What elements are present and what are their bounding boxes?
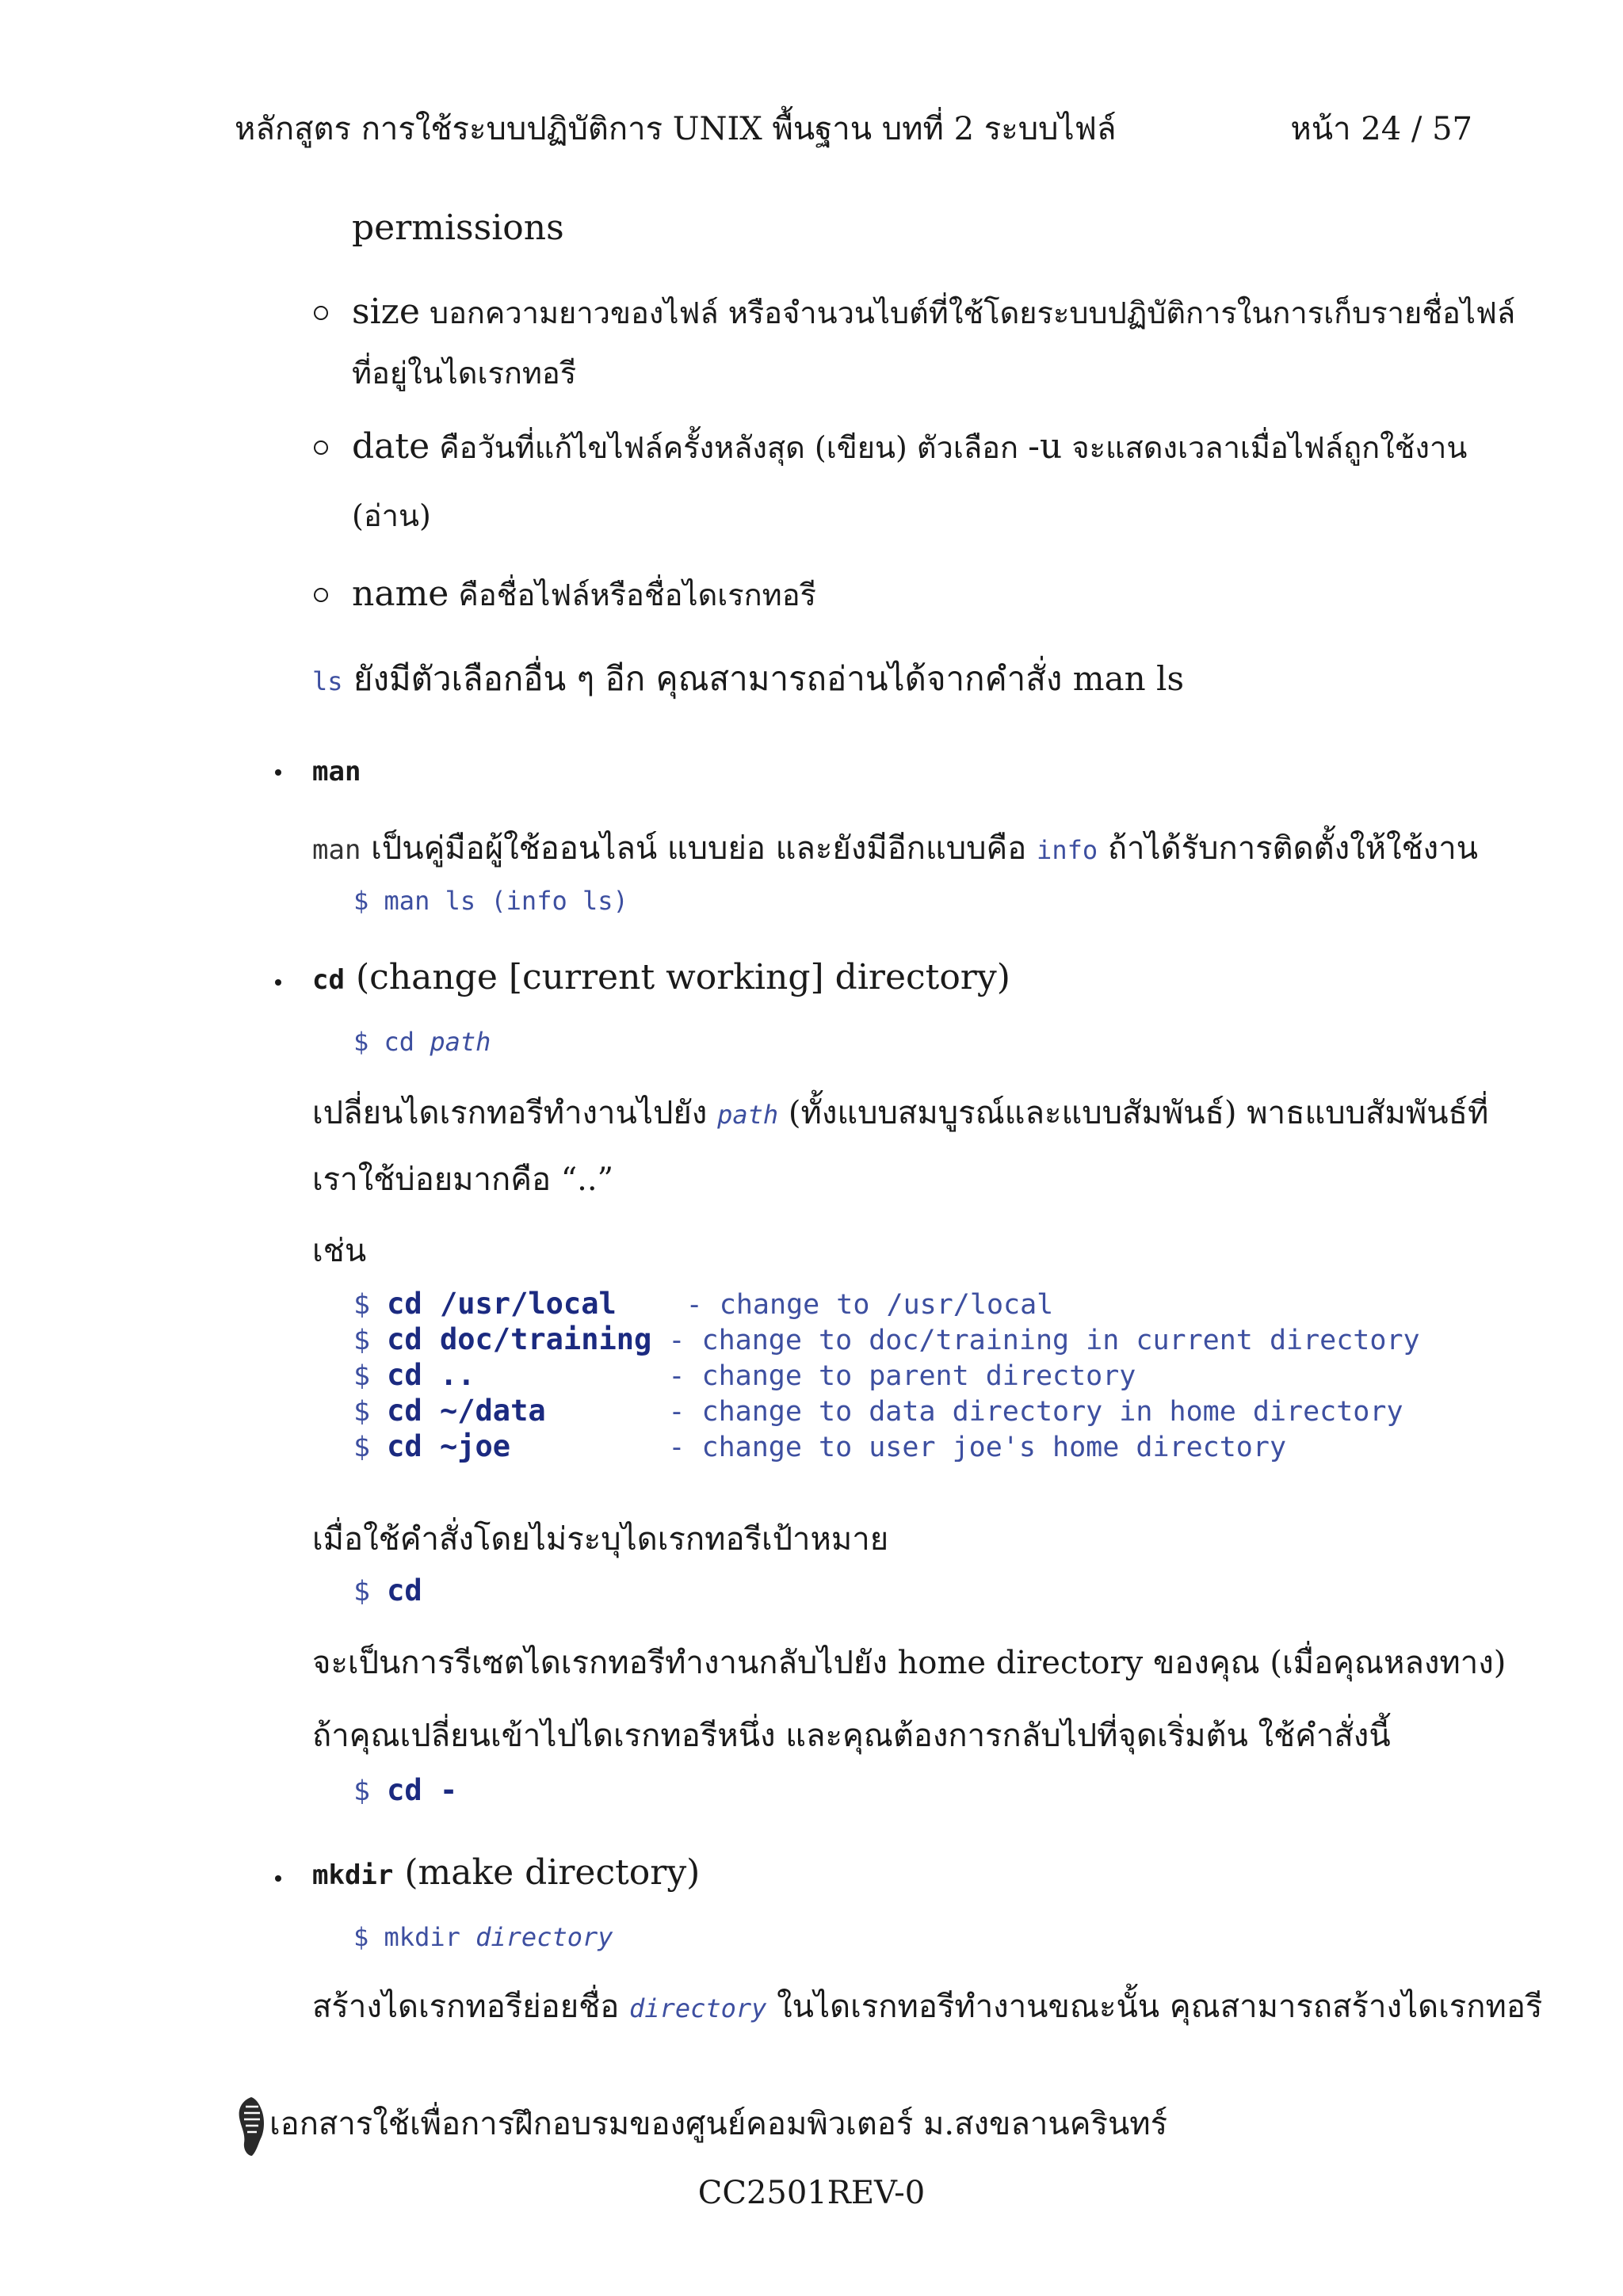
mkdir-syntax-prefix: $ mkdir <box>353 1922 476 1952</box>
cd-example-row: $ cd ~joe - change to user joe's home directory <box>353 1429 1287 1463</box>
cd-title-line <box>312 957 1010 997</box>
cd-title: cd <box>312 964 345 996</box>
man-desc-1: เป็นคู่มือผู้ใช้ออนไลน์ แบบย่อ และยังมีอีกแบบคือ <box>361 830 1037 867</box>
cd-syntax-prefix: $ cd <box>353 1027 430 1057</box>
date-desc-3: (อ่าน) <box>352 498 431 533</box>
mkdir-syntax <box>353 1922 613 1952</box>
bullet-icon <box>275 979 281 986</box>
size-line-1 <box>352 288 1515 337</box>
cd-example-row: $ cd doc/training - change to doc/training in current directory <box>353 1322 1420 1356</box>
circle-bullet-icon <box>314 441 328 455</box>
cd-back-desc: ถ้าคุณเปลี่ยนเข้าไปไดเรกทอรีหนึ่ง และคุณต้องการกลับไปที่จุดเริ่มต้น ใช้คำสั่งนี้ <box>312 1718 1391 1754</box>
size-desc-2: ที่อยู่ในไดเรกทอรี <box>352 356 577 391</box>
size-desc-1: บอกความยาวของไฟล์ หรือจำนวนไบต์ที่ใช้โดยระบบปฏิบัติการในการเก็บรายชื่อไฟล์ <box>419 296 1516 330</box>
ls-code: ls <box>312 666 343 696</box>
cd-back-example <box>353 1773 457 1807</box>
man-info-code: info <box>1037 835 1098 865</box>
cd-example-label: เช่น <box>312 1233 367 1269</box>
cd-no-target-desc: เมื่อใช้คำสั่งโดยไม่ระบุไดเรกทอรีเป้าหมาย <box>312 1521 889 1558</box>
date-line-1 <box>352 423 1467 471</box>
circle-bullet-icon <box>314 588 328 602</box>
circle-bullet-icon <box>314 306 328 320</box>
cd-syntax-arg: path <box>430 1027 491 1057</box>
cd-desc-3: เราใช้บ่อยมากคือ “..” <box>312 1161 614 1198</box>
footer-note: เอกสารใช้เพื่อการฝึกอบรมของศูนย์คอมพิวเตอร์ ม.สงขลานครินทร์ <box>269 2106 1168 2142</box>
date-desc-2: จะแสดงเวลาเมื่อไฟล์ถูกใช้งาน <box>1062 430 1468 465</box>
man-desc-2: ถ้าได้รับการติดตั้งให้ใช้งาน <box>1098 830 1479 867</box>
man-code: man <box>312 834 361 866</box>
university-logo-icon <box>235 2096 268 2157</box>
header-course-title: หลักสูตร การใช้ระบบปฏิบัติการ UNIX พื้นฐาน บทที่ 2 ระบบไฟล์ <box>235 111 1117 147</box>
cd-only-cmd: cd <box>387 1573 422 1608</box>
cd-reset-desc: จะเป็นการรีเซตไดเรกทอรีทำงานกลับไปยัง home directory ของคุณ (เมื่อคุณหลงทาง) <box>312 1645 1507 1681</box>
cd-desc-line-1 <box>312 1087 1488 1138</box>
cd-example-row: $ cd .. - change to parent directory <box>353 1358 1136 1392</box>
cd-back-cmd: cd - <box>387 1773 458 1807</box>
date-term: date <box>352 426 430 467</box>
date-desc-1: คือวันที่แก้ไขไฟล์ครั้งหลังสุด (เขียน) ตัวเลือก <box>430 430 1029 465</box>
ls-more-text: ยังมีตัวเลือกอื่น ๆ อีก คุณสามารถอ่านได้จากคำสั่ง man ls <box>342 659 1184 698</box>
mkdir-desc-1: สร้างไดเรกทอรีย่อยชื่อ <box>312 1989 630 2025</box>
name-line <box>352 570 816 619</box>
bullet-icon <box>275 1875 281 1882</box>
cd-examples-block <box>353 1287 1420 1465</box>
mkdir-title: mkdir <box>312 1859 394 1891</box>
name-term: name <box>352 574 449 614</box>
header-page-number: หน้า 24 / 57 <box>1290 111 1472 147</box>
man-example: $ man ls (info ls) <box>353 886 628 916</box>
mkdir-desc-2: ในไดเรกทอรีทำงานขณะนั้น คุณสามารถสร้างไดเรกทอรี <box>766 1989 1543 2025</box>
cd-syntax <box>353 1027 491 1057</box>
cd-only-example <box>353 1573 422 1608</box>
cd-title-desc: (change [current working] directory) <box>344 957 1010 997</box>
mkdir-title-line <box>312 1852 700 1893</box>
mkdir-syntax-arg: directory <box>475 1922 613 1952</box>
man-title: man <box>312 756 361 788</box>
size-term: size <box>352 292 420 332</box>
date-option: -u <box>1028 426 1063 467</box>
mkdir-desc-line <box>312 1981 1542 2031</box>
cd-example-row: $ cd ~/data - change to data directory in home directory <box>353 1394 1403 1428</box>
mkdir-desc-dir: directory <box>629 1993 767 2023</box>
bullet-icon <box>275 769 281 776</box>
cd-example-row: $ cd /usr/local - change to /usr/local <box>353 1287 1054 1321</box>
ls-more-line <box>312 653 1184 705</box>
cd-desc-path: path <box>717 1100 779 1130</box>
man-desc <box>312 822 1478 873</box>
mkdir-title-desc: (make directory) <box>393 1852 701 1893</box>
cd-desc-2: (ทั้งแบบสมบูรณ์และแบบสัมพันธ์) พาธแบบสัมพันธ์ที่ <box>778 1095 1489 1131</box>
name-desc: คือชื่อไฟล์หรือชื่อไดเรกทอรี <box>449 578 816 612</box>
cd-back-prompt: $ <box>353 1775 388 1807</box>
footer-doc-code: CC2501REV-0 <box>697 2175 926 2211</box>
cd-desc-1: เปลี่ยนไดเรกทอรีทำงานไปยัง <box>312 1095 718 1131</box>
cd-only-prompt: $ <box>353 1576 388 1608</box>
permissions-text: permissions <box>352 208 564 248</box>
